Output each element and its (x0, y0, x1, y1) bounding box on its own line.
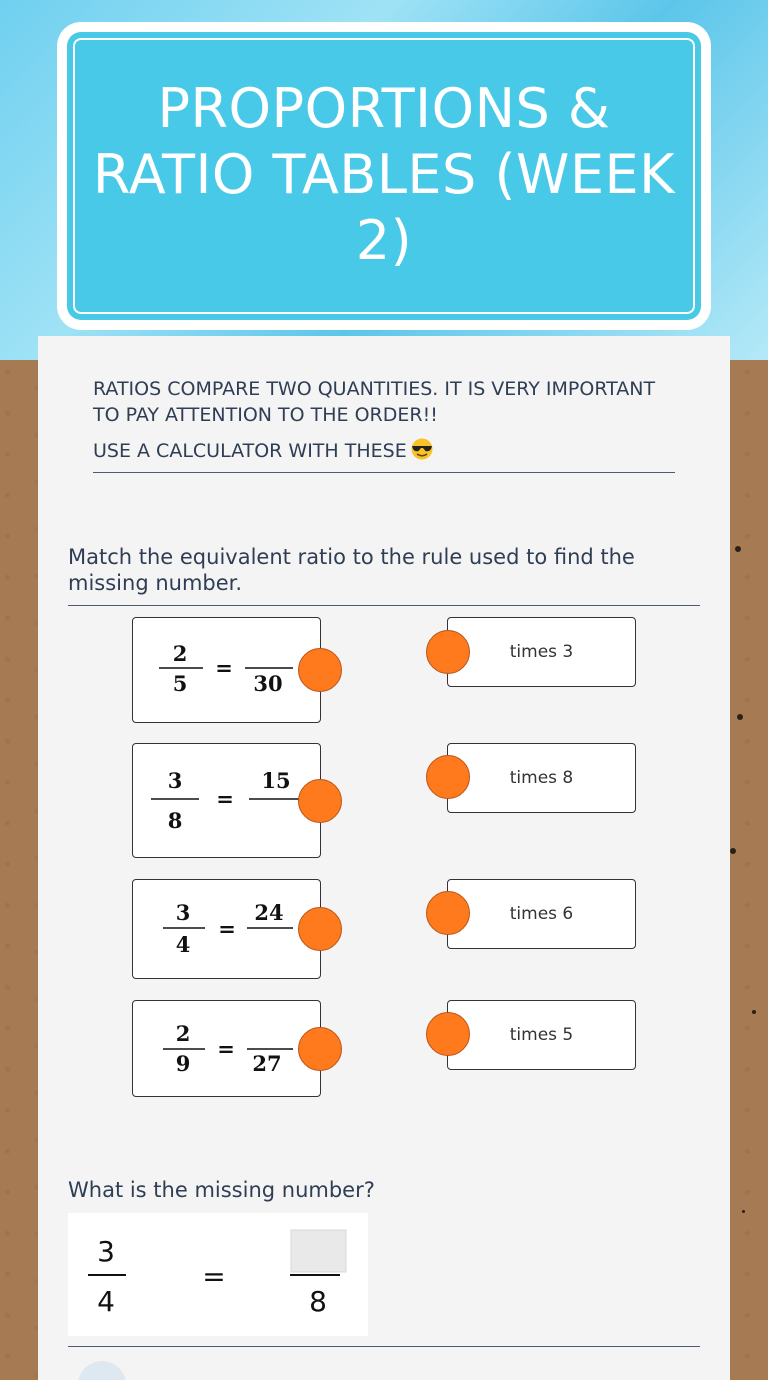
question-divider (68, 605, 700, 606)
title-banner (67, 32, 701, 320)
missing-number-equation (68, 1213, 368, 1336)
next-item-marker (78, 1361, 126, 1380)
ratio-1-left-numerator: 2 (172, 641, 188, 666)
equation-right-denominator: 8 (309, 1285, 327, 1318)
ratio-1-right-denominator: 30 (253, 671, 283, 696)
ratio-3-left-numerator: 3 (175, 900, 191, 925)
background-speck (735, 546, 741, 552)
background-speck (730, 848, 736, 854)
rule-card-2[interactable] (447, 743, 636, 813)
intro-divider (93, 472, 675, 473)
ratio-3-right-numerator: 24 (254, 900, 284, 925)
match-connector-left-1[interactable] (298, 648, 342, 692)
ratio-1-left-denominator: 5 (172, 671, 188, 696)
rule-label-1: times 3 (509, 642, 574, 662)
page-title: PROPORTIONS & RATIO TABLES (WEEK 2) (92, 77, 676, 272)
intro-text (93, 376, 675, 464)
missing-number-question: What is the missing number? (68, 1178, 375, 1202)
ratio-4-left-numerator: 2 (175, 1021, 191, 1046)
match-connector-left-4[interactable] (298, 1027, 342, 1071)
equals-sign: = (216, 786, 234, 811)
match-connector-left-2[interactable] (298, 779, 342, 823)
title-card (57, 22, 711, 330)
equals-sign: = (215, 655, 233, 680)
ratio-card-2[interactable] (132, 743, 321, 858)
match-connector-right-2[interactable] (426, 755, 470, 799)
background-speck (752, 1010, 756, 1014)
sunglasses-emoji-icon (409, 438, 435, 460)
rule-label-3: times 6 (509, 904, 574, 924)
rule-label-2: times 8 (509, 768, 574, 788)
intro-line-2-text: USE A CALCULATOR WITH THESE (93, 440, 407, 462)
equation-graphic (68, 1213, 368, 1336)
match-connector-right-1[interactable] (426, 630, 470, 674)
ratio-2-right-numerator: 15 (261, 768, 291, 793)
ratio-fraction-2 (133, 744, 322, 859)
ratio-fraction-1 (133, 618, 322, 724)
background-speck (737, 714, 743, 720)
match-connector-right-4[interactable] (426, 1012, 470, 1056)
ratio-4-left-denominator: 9 (175, 1051, 191, 1076)
match-connector-left-3[interactable] (298, 907, 342, 951)
equation-left-denominator: 4 (97, 1285, 115, 1318)
rule-card-3[interactable] (447, 879, 636, 949)
ratio-card-4[interactable] (132, 1000, 321, 1097)
rule-label-4: times 5 (509, 1025, 574, 1045)
ratio-fraction-3 (133, 880, 322, 980)
equals-sign: = (202, 1260, 226, 1293)
equals-sign: = (217, 1036, 235, 1061)
ratio-fraction-4 (133, 1001, 322, 1098)
equals-sign: = (218, 916, 236, 941)
ratio-2-left-numerator: 3 (167, 768, 183, 793)
equation-left-numerator: 3 (97, 1235, 115, 1268)
answer-input-box[interactable] (291, 1230, 346, 1272)
match-connector-right-3[interactable] (426, 891, 470, 935)
intro-line-2 (93, 438, 675, 464)
intro-line-1: RATIOS COMPARE TWO QUANTITIES. IT IS VERY IMPORTANT TO PAY ATTENTION TO THE ORDER!! (93, 378, 656, 426)
rule-card-1[interactable] (447, 617, 636, 687)
bottom-divider (68, 1346, 700, 1347)
ratio-card-3[interactable] (132, 879, 321, 979)
background-speck (742, 1210, 745, 1213)
rule-card-4[interactable] (447, 1000, 636, 1070)
ratio-4-right-denominator: 27 (252, 1051, 282, 1076)
ratio-3-left-denominator: 4 (175, 932, 191, 957)
ratio-2-left-denominator: 8 (167, 808, 183, 833)
ratio-card-1[interactable] (132, 617, 321, 723)
worksheet-panel (38, 336, 730, 1380)
matching-question: Match the equivalent ratio to the rule used to find the missing number. (68, 545, 635, 595)
